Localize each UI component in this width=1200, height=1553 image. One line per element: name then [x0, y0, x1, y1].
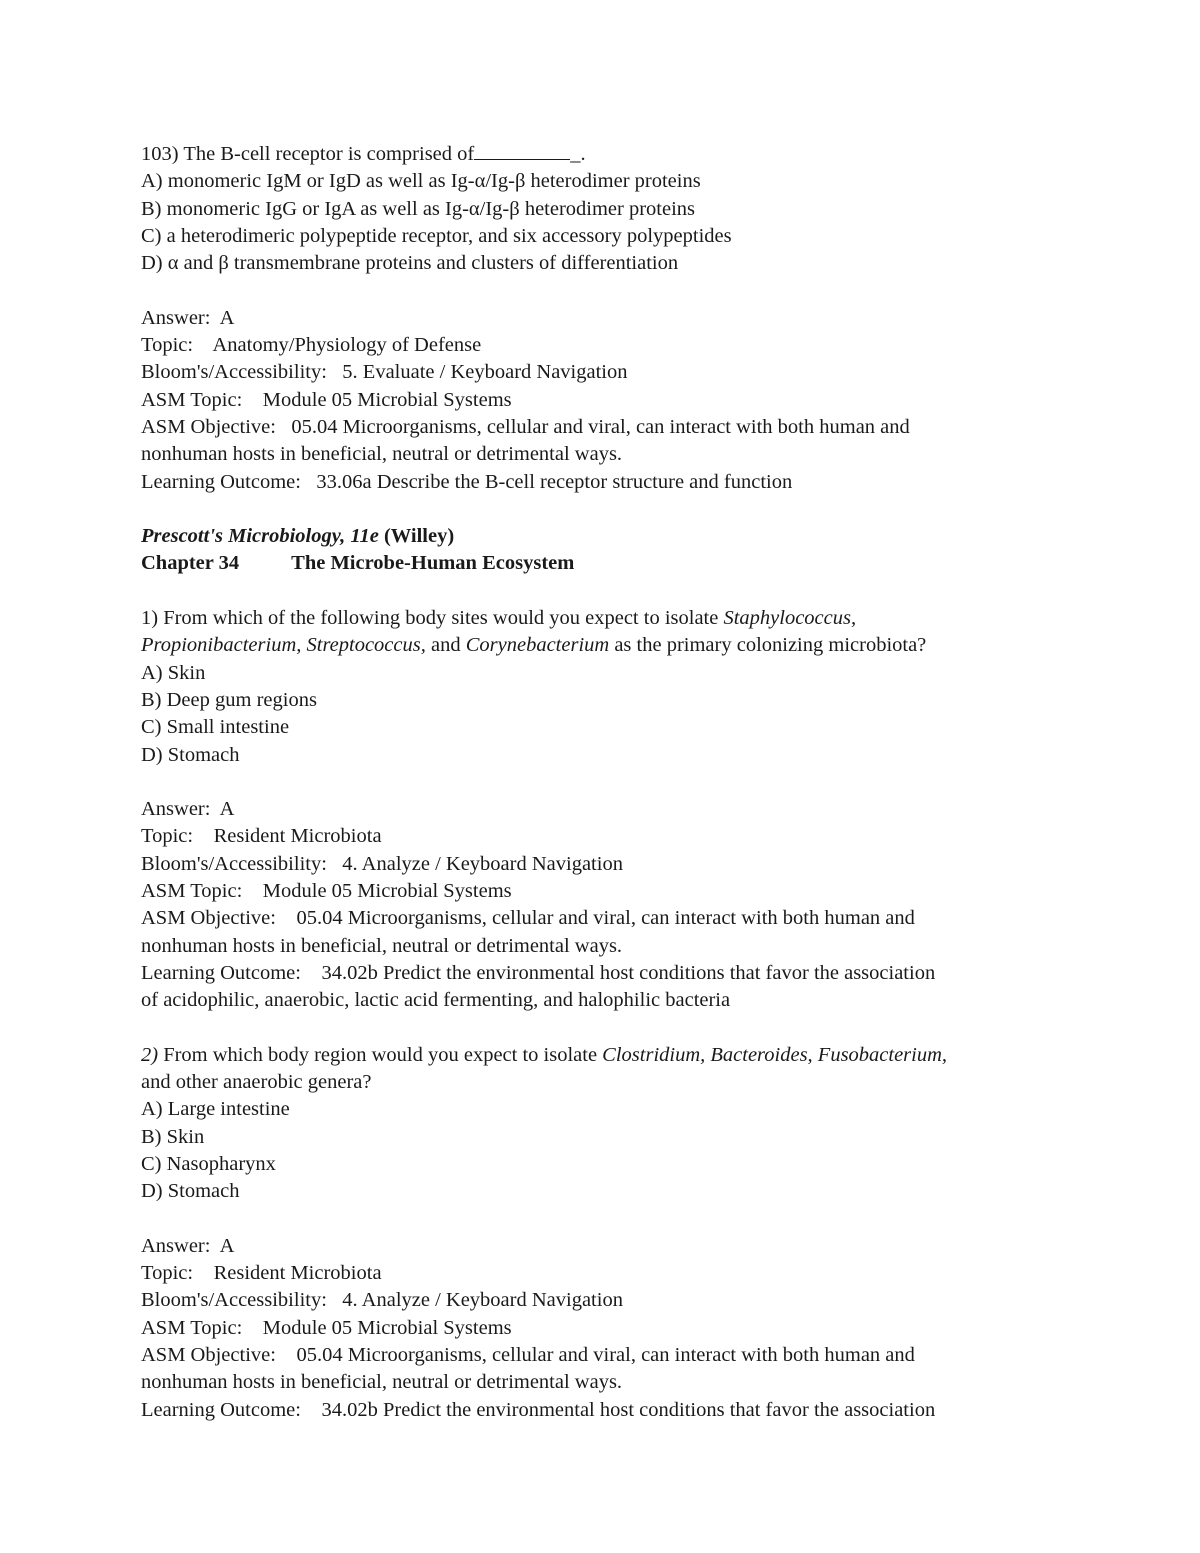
- answer-label: Answer:: [141, 798, 211, 821]
- question-text-end: _.: [570, 143, 586, 165]
- question-1-stem-continued: [141, 632, 1081, 659]
- option-c: C) Nasopharynx: [141, 1152, 276, 1175]
- asm-objective-line: [141, 1342, 1081, 1369]
- asm-objective-label: ASM Objective:: [141, 1344, 276, 1367]
- genus-name: Propionibacterium, Streptococcus,: [141, 634, 426, 657]
- learning-outcome-value: 34.02b Predict the environmental host conditions that favor the association: [321, 961, 936, 984]
- answer-line: [141, 1233, 1081, 1260]
- question-number: 2): [141, 1043, 159, 1066]
- answer-line: [141, 796, 1081, 823]
- topic-label: Topic:: [141, 1262, 194, 1285]
- book-header: [141, 523, 1081, 550]
- asm-topic-label: ASM Topic:: [141, 880, 243, 903]
- option-a: A) monomeric IgM or IgD as well as Ig-α/Ig-β heterodimer proteins: [141, 170, 701, 193]
- answer-label: Answer:: [141, 306, 211, 329]
- topic-value: Anatomy/Physiology of Defense: [212, 334, 482, 357]
- question-text: as the primary colonizing microbiota?: [614, 634, 927, 657]
- topic-label: Topic:: [141, 334, 194, 357]
- genus-name: Clostridium, Bacteroides, Fusobacterium,: [602, 1043, 948, 1066]
- bloom-line: [141, 1287, 1081, 1314]
- asm-objective-label: ASM Objective:: [141, 415, 276, 438]
- bloom-label: Bloom's/Accessibility:: [141, 361, 327, 384]
- asm-objective-value: 05.04 Microorganisms, cellular and viral, can interact with both human and: [296, 1344, 915, 1367]
- question-text: and: [430, 634, 461, 657]
- option-c: C) Small intestine: [141, 716, 290, 739]
- question-number: 103): [141, 143, 179, 165]
- option-b: B) Skin: [141, 1125, 205, 1148]
- asm-objective-label: ASM Objective:: [141, 907, 276, 930]
- option-b: B) Deep gum regions: [141, 688, 317, 711]
- question-1-stem: [141, 605, 1081, 632]
- answer-label: Answer:: [141, 1234, 211, 1257]
- document-body: [141, 141, 1081, 1424]
- bloom-value: 5. Evaluate / Keyboard Navigation: [342, 361, 628, 384]
- topic-line: [141, 1260, 1081, 1287]
- option-d: D) Stomach: [141, 743, 240, 766]
- asm-objective-value: 05.04 Microorganisms, cellular and viral, can interact with both human and: [296, 907, 915, 930]
- answer-blank: [474, 143, 570, 160]
- bloom-label: Bloom's/Accessibility:: [141, 852, 327, 875]
- chapter-label: Chapter 34: [141, 552, 240, 575]
- option-b: B) monomeric IgG or IgA as well as Ig-α/Ig-β heterodimer proteins: [141, 197, 696, 220]
- topic-value: Resident Microbiota: [213, 825, 382, 848]
- asm-topic-line: [141, 1315, 1081, 1342]
- bloom-line: [141, 359, 1081, 386]
- publisher: (Willey): [383, 525, 455, 548]
- genus-name: Corynebacterium: [465, 634, 610, 657]
- asm-topic-value: Module 05 Microbial Systems: [262, 880, 512, 903]
- learning-outcome-line: [141, 960, 1081, 987]
- asm-topic-line: [141, 878, 1081, 905]
- answer-line: [141, 305, 1081, 332]
- asm-objective-continued: nonhuman hosts in beneficial, neutral or detrimental ways.: [141, 443, 623, 466]
- option-a: A) Large intestine: [141, 1098, 290, 1121]
- bloom-value: 4. Analyze / Keyboard Navigation: [342, 1289, 623, 1312]
- learning-outcome-continued: of acidophilic, anaerobic, lactic acid fermenting, and halophilic bacteria: [141, 989, 731, 1012]
- question-text: The B-cell receptor is comprised of: [183, 143, 475, 165]
- topic-value: Resident Microbiota: [213, 1262, 382, 1285]
- topic-label: Topic:: [141, 825, 194, 848]
- learning-outcome-line: [141, 1397, 1081, 1424]
- asm-topic-value: Module 05 Microbial Systems: [262, 388, 512, 411]
- learning-outcome-label: Learning Outcome:: [141, 1398, 301, 1421]
- asm-objective-line: [141, 905, 1081, 932]
- question-text: From which body region would you expect to isolate: [163, 1043, 598, 1066]
- chapter-title: The Microbe-Human Ecosystem: [291, 552, 575, 575]
- option-d: D) α and β transmembrane proteins and clusters of differentiation: [141, 252, 679, 275]
- learning-outcome-label: Learning Outcome:: [141, 470, 301, 493]
- learning-outcome-line: [141, 469, 1081, 496]
- asm-objective-continued: nonhuman hosts in beneficial, neutral or detrimental ways.: [141, 1371, 623, 1394]
- answer-value: A: [219, 306, 235, 329]
- asm-topic-value: Module 05 Microbial Systems: [262, 1316, 512, 1339]
- learning-outcome-label: Learning Outcome:: [141, 961, 301, 984]
- learning-outcome-value: 34.02b Predict the environmental host conditions that favor the association: [321, 1398, 936, 1421]
- option-d: D) Stomach: [141, 1180, 240, 1203]
- answer-value: A: [219, 1234, 235, 1257]
- answer-value: A: [219, 798, 235, 821]
- genus-name: Staphylococcus,: [723, 607, 857, 630]
- asm-objective-continued: nonhuman hosts in beneficial, neutral or detrimental ways.: [141, 934, 623, 957]
- bloom-line: [141, 851, 1081, 878]
- bloom-label: Bloom's/Accessibility:: [141, 1289, 327, 1312]
- question-2-stem: [141, 1042, 1081, 1069]
- topic-line: [141, 332, 1081, 359]
- option-a: A) Skin: [141, 661, 206, 684]
- asm-topic-label: ASM Topic:: [141, 388, 243, 411]
- book-title: Prescott's Microbiology, 11e: [141, 525, 379, 548]
- asm-topic-label: ASM Topic:: [141, 1316, 243, 1339]
- asm-topic-line: [141, 387, 1081, 414]
- topic-line: [141, 823, 1081, 850]
- chapter-header: [141, 550, 1081, 577]
- question-103-stem: [141, 141, 1081, 168]
- asm-objective-line: [141, 414, 1081, 441]
- bloom-value: 4. Analyze / Keyboard Navigation: [342, 852, 623, 875]
- question-2-stem-continued: and other anaerobic genera?: [141, 1071, 372, 1094]
- asm-objective-value: 05.04 Microorganisms, cellular and viral, can interact with both human and: [291, 415, 910, 438]
- learning-outcome-value: 33.06a Describe the B-cell receptor structure and function: [316, 470, 793, 493]
- option-c: C) a heterodimeric polypeptide receptor, and six accessory polypeptides: [141, 224, 732, 247]
- question-text: From which of the following body sites would you expect to isolate: [163, 607, 719, 630]
- question-number: 1): [141, 607, 159, 630]
